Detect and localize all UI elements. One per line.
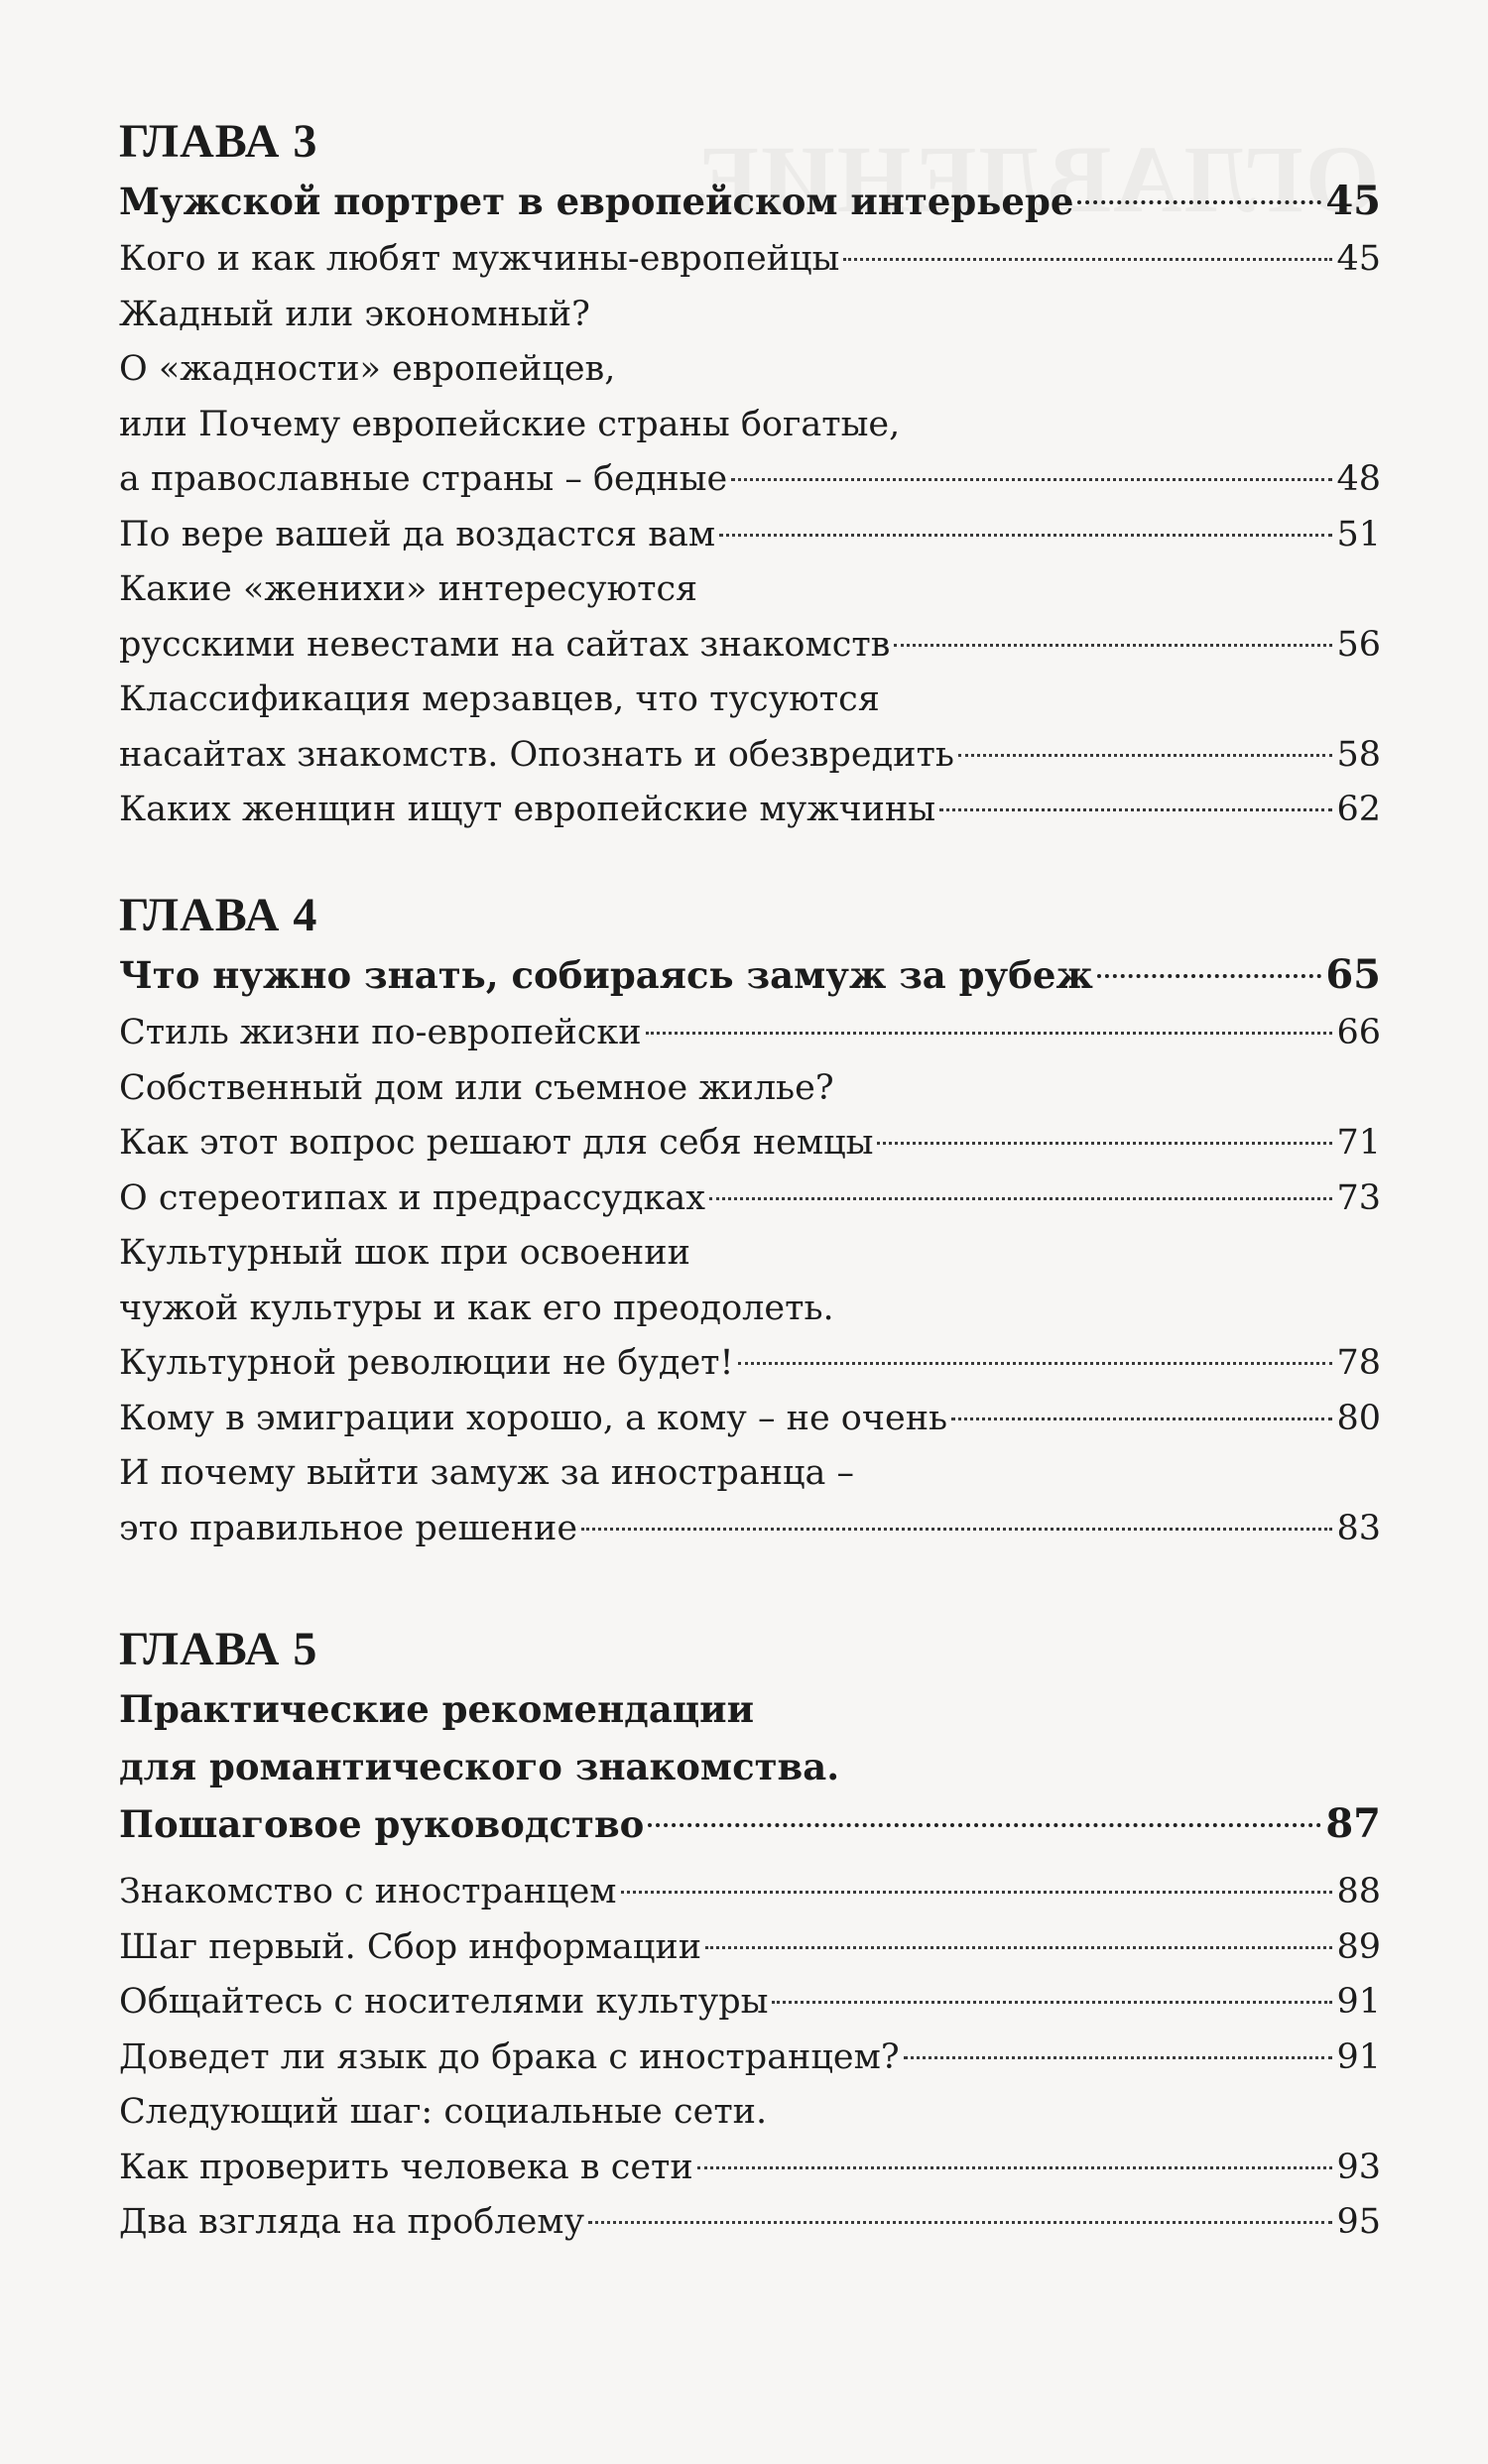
- page-number: 80: [1336, 1398, 1381, 1438]
- section-heading-line: [119, 1681, 1381, 1737]
- section-heading-text: Мужской портрет в европейском интерьере: [119, 180, 1074, 223]
- chapter-title: ГЛАВА 3: [119, 115, 318, 168]
- page-number: 93: [1336, 2147, 1381, 2187]
- toc-entry: [119, 672, 1381, 727]
- dot-leader: [648, 1823, 1321, 1827]
- toc-entry[interactable]: [119, 2030, 1381, 2085]
- dot-leader: [939, 808, 1332, 811]
- toc-entry-text: Культурной революции не будет!: [119, 1343, 734, 1383]
- toc-entry[interactable]: [119, 1501, 1381, 1556]
- page-number: 89: [1336, 1926, 1381, 1967]
- toc-entry-text: это правильное решение: [119, 1508, 578, 1548]
- toc-entry-text: Кому в эмиграции хорошо, а кому – не очень: [119, 1398, 948, 1438]
- section-heading-text: Пошаговое руководство: [119, 1802, 645, 1846]
- section-heading-text: для романтического знакомства.: [119, 1745, 840, 1788]
- toc-entry-text: русскими невестами на сайтах знакомств: [119, 624, 891, 665]
- toc-entry: [119, 341, 1381, 397]
- toc-entry-text: Шаг первый. Сбор информации: [119, 1926, 702, 1967]
- chapter-title: ГЛАВА 5: [119, 1623, 318, 1675]
- toc-entry[interactable]: [119, 1115, 1381, 1170]
- toc-entry[interactable]: [119, 451, 1381, 507]
- dot-leader: [719, 534, 1332, 537]
- page-number: 88: [1336, 1872, 1381, 1911]
- toc-entry[interactable]: [119, 1974, 1381, 2030]
- page-number: 71: [1336, 1123, 1381, 1163]
- toc-entry-text: Стиль жизни по-европейски: [119, 1013, 642, 1052]
- toc-entry[interactable]: [119, 1864, 1381, 1919]
- toc-entry-text: О стереотипах и предрассудках: [119, 1177, 705, 1218]
- toc-entry-text: Следующий шаг: социальные сети.: [119, 2092, 768, 2132]
- dot-leader: [581, 1528, 1332, 1531]
- page-number: 95: [1336, 2202, 1381, 2242]
- toc-entry-text: Доведет ли язык до брака с иностранцем?: [119, 2036, 900, 2077]
- toc-entry-text: По вере вашей да воздастся вам: [119, 514, 716, 554]
- toc-entry-text: или Почему европейские страны богатые,: [119, 404, 901, 444]
- dot-leader: [951, 1417, 1332, 1420]
- toc-entry[interactable]: [119, 2140, 1381, 2195]
- dot-leader: [1097, 974, 1322, 978]
- page-number: 83: [1336, 1508, 1381, 1548]
- toc-entry: [119, 2084, 1381, 2140]
- page-number: 91: [1336, 1982, 1381, 2022]
- toc-entry[interactable]: [119, 1170, 1381, 1226]
- toc-entry: [119, 1281, 1381, 1336]
- dot-leader: [958, 754, 1333, 757]
- toc-entry[interactable]: [119, 617, 1381, 673]
- section-heading-line: [119, 1739, 1381, 1794]
- page-number: 62: [1336, 790, 1381, 829]
- chapter-title: ГЛАВА 4: [119, 889, 318, 941]
- chapter-block: [119, 114, 1381, 829]
- dot-leader: [904, 2056, 1333, 2059]
- toc-entry[interactable]: [119, 782, 1381, 837]
- page-number: 51: [1336, 514, 1381, 554]
- toc-entry-text: Культурный шок при освоении: [119, 1233, 690, 1273]
- page-number: 66: [1336, 1013, 1381, 1052]
- dot-leader: [731, 478, 1332, 481]
- page-number: 56: [1336, 624, 1381, 665]
- page-number: 48: [1336, 459, 1381, 499]
- toc-entry: [119, 287, 1381, 342]
- toc-entry-text: Кого и как любят мужчины-европейцы: [119, 239, 840, 279]
- toc-entry[interactable]: [119, 2194, 1381, 2250]
- toc-entry-text: насайтах знакомств. Опознать и обезвредить: [119, 734, 954, 775]
- toc-entry: [119, 1445, 1381, 1501]
- chapter-block: [119, 1622, 1381, 2242]
- dot-leader: [1077, 200, 1321, 204]
- dot-leader: [843, 258, 1332, 261]
- dot-leader: [646, 1032, 1333, 1035]
- dot-leader: [705, 1946, 1332, 1949]
- page-number: 91: [1336, 2036, 1381, 2077]
- toc-entry-text: Собственный дом или съемное жилье?: [119, 1067, 834, 1108]
- toc-entry[interactable]: [119, 1391, 1381, 1446]
- toc-entry: [119, 1225, 1381, 1281]
- chapter-block: [119, 888, 1381, 1548]
- page-number: 58: [1336, 734, 1381, 775]
- toc-entry-text: Как проверить человека в сети: [119, 2147, 693, 2187]
- page-number: 87: [1325, 1800, 1381, 1847]
- dot-leader: [709, 1197, 1332, 1200]
- dot-leader: [772, 2001, 1332, 2004]
- dot-leader: [621, 1891, 1333, 1894]
- toc-entry-text: О «жадности» европейцев,: [119, 349, 616, 389]
- dot-leader: [738, 1362, 1333, 1365]
- section-heading-row[interactable]: [119, 1796, 1381, 1852]
- toc-entry-text: Какие «женихи» интересуются: [119, 569, 698, 609]
- page-number: 45: [1336, 239, 1381, 279]
- page-number: 78: [1336, 1343, 1381, 1383]
- toc-entry-text: а православные страны – бедные: [119, 459, 728, 499]
- section-heading-row[interactable]: [119, 947, 1381, 1003]
- toc-entry: [119, 397, 1381, 452]
- toc-entry-text: Каких женщин ищут европейские мужчины: [119, 790, 936, 829]
- toc-entry-text: Как этот вопрос решают для себя немцы: [119, 1123, 874, 1163]
- toc-entry-text: И почему выйти замуж за иностранца –: [119, 1453, 855, 1493]
- toc-entry: [119, 1060, 1381, 1116]
- dot-leader: [697, 2166, 1333, 2169]
- toc-entry[interactable]: [119, 507, 1381, 562]
- dot-leader: [894, 644, 1332, 647]
- toc-entry-text: Классификация мерзавцев, что тусуются: [119, 679, 880, 719]
- section-heading-text: Практические рекомендации: [119, 1687, 755, 1731]
- page-number: 73: [1336, 1177, 1381, 1218]
- toc-entry: [119, 561, 1381, 617]
- toc-entry-text: Два взгляда на проблему: [119, 2202, 585, 2242]
- page-number: 65: [1325, 951, 1381, 998]
- section-heading-row[interactable]: [119, 174, 1381, 229]
- toc-entry-text: чужой культуры и как его преодолеть.: [119, 1288, 834, 1328]
- dot-leader: [588, 2221, 1332, 2224]
- toc-entry[interactable]: [119, 1005, 1381, 1060]
- toc-entry-text: Общайтесь с носителями культуры: [119, 1982, 769, 2022]
- toc-entry[interactable]: [119, 1919, 1381, 1975]
- toc-entry[interactable]: [119, 1335, 1381, 1391]
- toc-entry-text: Жадный или экономный?: [119, 294, 590, 334]
- section-heading-text: Что нужно знать, собираясь замуж за рубеж: [119, 953, 1093, 997]
- toc-entry-text: Знакомство с иностранцем: [119, 1872, 617, 1911]
- toc-entry[interactable]: [119, 727, 1381, 783]
- page-number: 45: [1325, 178, 1381, 224]
- toc-entry[interactable]: [119, 231, 1381, 287]
- dot-leader: [877, 1142, 1332, 1145]
